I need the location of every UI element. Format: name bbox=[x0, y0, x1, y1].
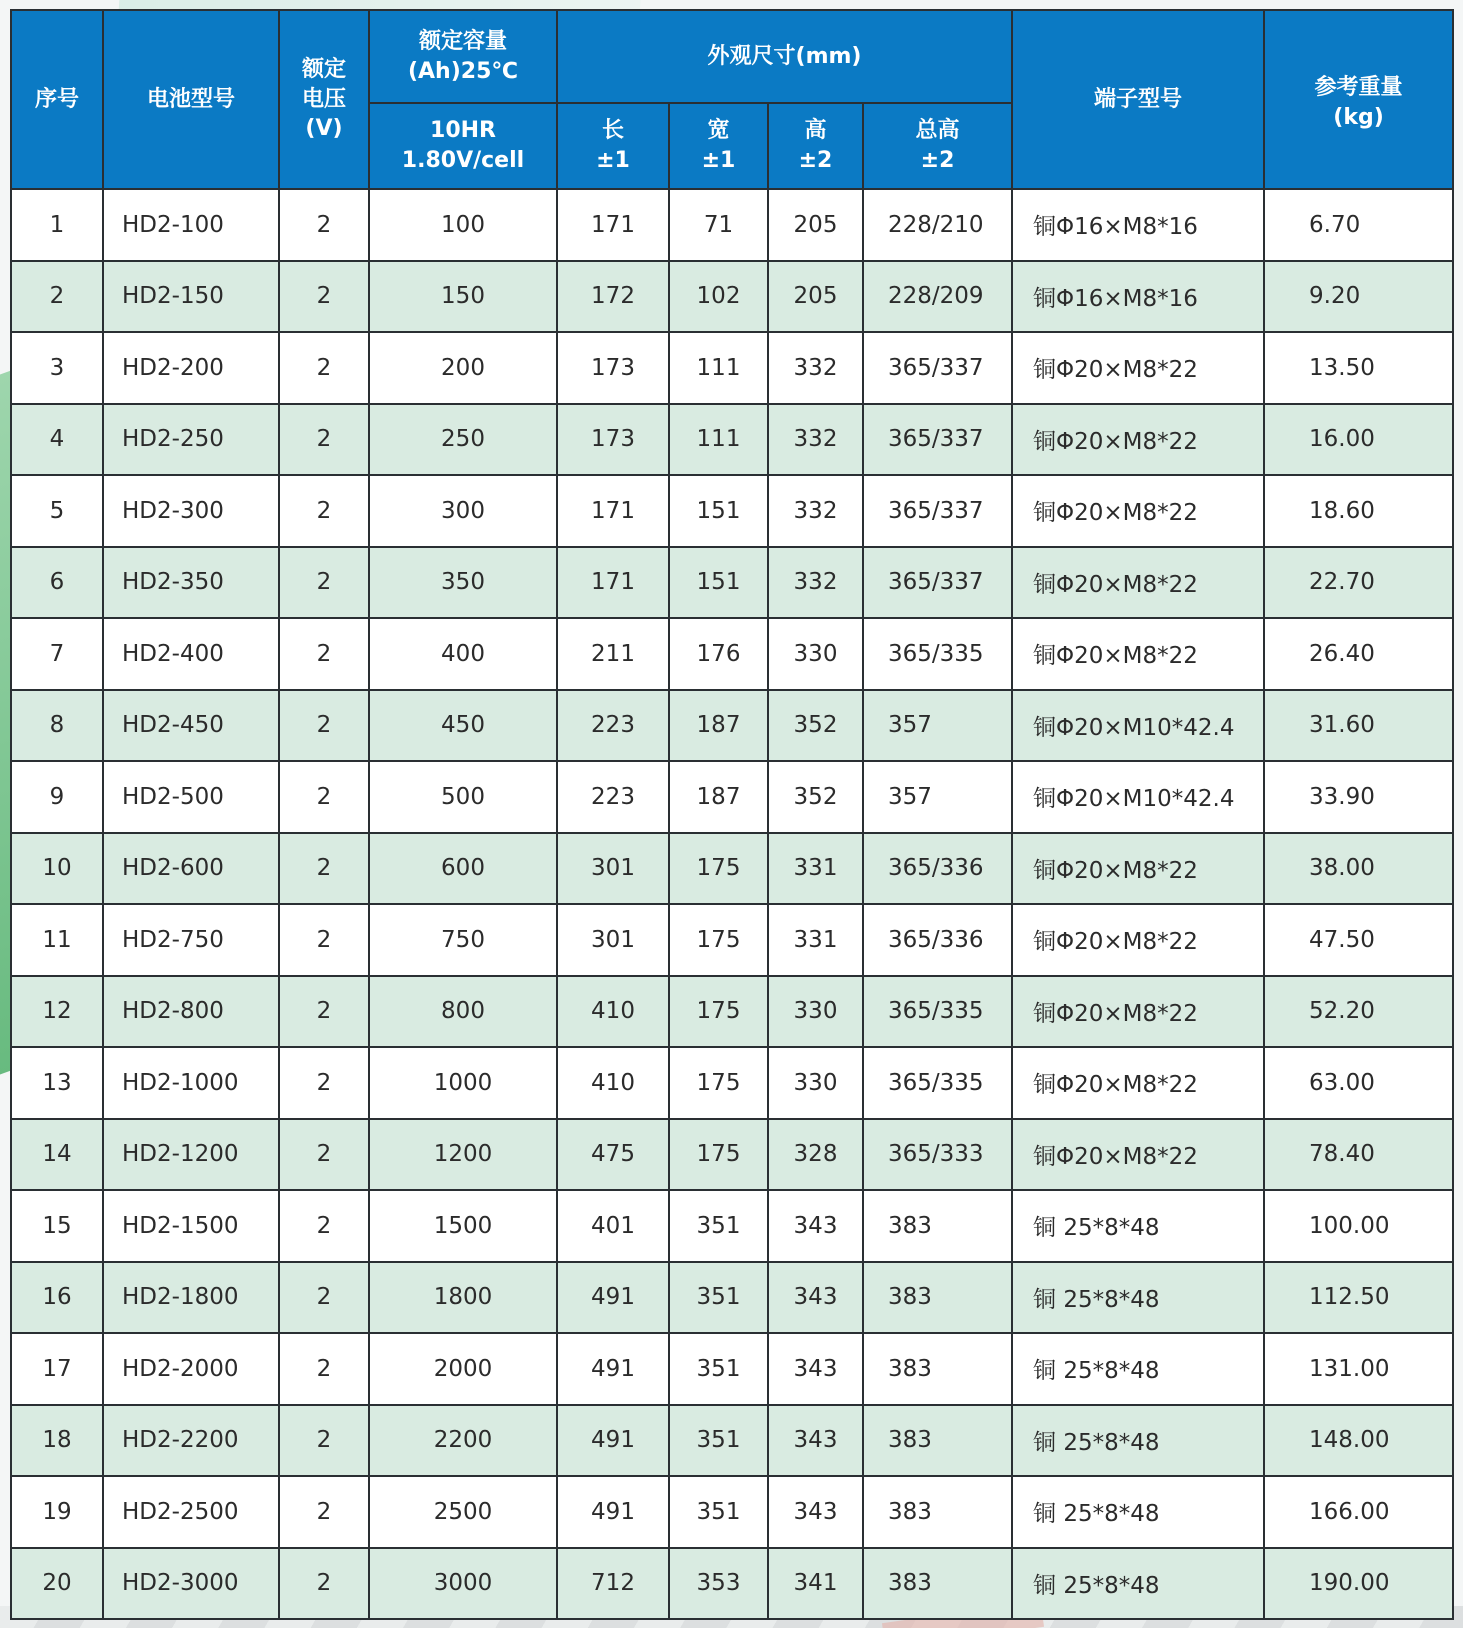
cell-width: 151 bbox=[669, 547, 768, 619]
cell-height: 328 bbox=[768, 1119, 863, 1191]
cell-total-height: 365/333 bbox=[863, 1119, 1012, 1191]
cell-total-height: 383 bbox=[863, 1405, 1012, 1477]
cell-voltage: 2 bbox=[279, 690, 369, 762]
cell-height: 343 bbox=[768, 1476, 863, 1548]
cell-weight: 52.20 bbox=[1264, 976, 1453, 1048]
cell-capacity: 3000 bbox=[369, 1548, 557, 1620]
cell-index: 13 bbox=[11, 1047, 103, 1119]
cell-voltage: 2 bbox=[279, 1190, 369, 1262]
header-width-line1: 宽 bbox=[707, 118, 730, 144]
cell-length: 301 bbox=[557, 833, 669, 905]
cell-weight: 166.00 bbox=[1264, 1476, 1453, 1548]
cell-capacity: 1000 bbox=[369, 1047, 557, 1119]
cell-total-height: 357 bbox=[863, 690, 1012, 762]
cell-model: HD2-2200 bbox=[103, 1405, 279, 1477]
cell-height: 331 bbox=[768, 833, 863, 905]
header-height-line2: ±2 bbox=[798, 148, 833, 173]
cell-height: 352 bbox=[768, 761, 863, 833]
cell-total-height: 228/210 bbox=[863, 189, 1012, 261]
cell-terminal: 铜 25*8*48 bbox=[1012, 1405, 1264, 1477]
header-index-label: 序号 bbox=[34, 86, 79, 112]
cell-weight: 190.00 bbox=[1264, 1548, 1453, 1620]
header-terminal bbox=[1012, 10, 1264, 189]
cell-model: HD2-2500 bbox=[103, 1476, 279, 1548]
cell-terminal: 铜Φ20×M8*22 bbox=[1012, 475, 1264, 547]
cell-voltage: 2 bbox=[279, 404, 369, 476]
cell-terminal: 铜Φ20×M8*22 bbox=[1012, 976, 1264, 1048]
cell-weight: 100.00 bbox=[1264, 1190, 1453, 1262]
cell-index: 4 bbox=[11, 404, 103, 476]
cell-total-height: 383 bbox=[863, 1548, 1012, 1620]
cell-capacity: 1500 bbox=[369, 1190, 557, 1262]
cell-total-height: 365/335 bbox=[863, 1047, 1012, 1119]
header-voltage-line2: 电压 bbox=[301, 86, 346, 112]
header-weight-line1: 参考重量 bbox=[1314, 75, 1403, 100]
header-width-line2: ±1 bbox=[701, 148, 736, 173]
cell-width: 187 bbox=[669, 690, 768, 762]
cell-weight: 26.40 bbox=[1264, 618, 1453, 690]
cell-total-height: 357 bbox=[863, 761, 1012, 833]
cell-index: 6 bbox=[11, 547, 103, 619]
cell-voltage: 2 bbox=[279, 1333, 369, 1405]
cell-capacity: 2200 bbox=[369, 1405, 557, 1477]
cell-capacity: 1800 bbox=[369, 1262, 557, 1334]
cell-width: 71 bbox=[669, 189, 768, 261]
cell-weight: 9.20 bbox=[1264, 261, 1453, 333]
cell-weight: 112.50 bbox=[1264, 1262, 1453, 1334]
cell-capacity: 400 bbox=[369, 618, 557, 690]
header-model bbox=[103, 10, 279, 189]
header-total-height bbox=[863, 103, 1012, 189]
cell-voltage: 2 bbox=[279, 1262, 369, 1334]
table-row bbox=[11, 475, 1453, 547]
cell-width: 351 bbox=[669, 1476, 768, 1548]
cell-model: HD2-400 bbox=[103, 618, 279, 690]
cell-terminal: 铜 25*8*48 bbox=[1012, 1262, 1264, 1334]
cell-model: HD2-1800 bbox=[103, 1262, 279, 1334]
cell-width: 102 bbox=[669, 261, 768, 333]
header-length-line2: ±1 bbox=[596, 148, 630, 173]
cell-width: 111 bbox=[669, 404, 768, 476]
cell-model: HD2-800 bbox=[103, 976, 279, 1048]
cell-terminal: 铜Φ20×M8*22 bbox=[1012, 833, 1264, 905]
cell-voltage: 2 bbox=[279, 547, 369, 619]
cell-voltage: 2 bbox=[279, 1476, 369, 1548]
cell-length: 475 bbox=[557, 1119, 669, 1191]
cell-length: 171 bbox=[557, 547, 669, 619]
cell-index: 8 bbox=[11, 690, 103, 762]
cell-width: 187 bbox=[669, 761, 768, 833]
cell-index: 5 bbox=[11, 475, 103, 547]
cell-model: HD2-200 bbox=[103, 332, 279, 404]
header-height bbox=[768, 103, 863, 189]
cell-terminal: 铜 25*8*48 bbox=[1012, 1548, 1264, 1620]
table-row bbox=[11, 1476, 1453, 1548]
cell-length: 223 bbox=[557, 690, 669, 762]
table-row bbox=[11, 690, 1453, 762]
cell-length: 491 bbox=[557, 1405, 669, 1477]
cell-voltage: 2 bbox=[279, 976, 369, 1048]
cell-length: 223 bbox=[557, 761, 669, 833]
cell-index: 15 bbox=[11, 1190, 103, 1262]
battery-spec-table bbox=[10, 9, 1454, 1620]
cell-terminal: 铜Φ20×M8*22 bbox=[1012, 618, 1264, 690]
cell-terminal: 铜Φ20×M10*42.4 bbox=[1012, 761, 1264, 833]
cell-weight: 6.70 bbox=[1264, 189, 1453, 261]
table-row bbox=[11, 904, 1453, 976]
header-voltage-line1: 额定 bbox=[301, 56, 346, 82]
cell-length: 171 bbox=[557, 475, 669, 547]
cell-height: 330 bbox=[768, 618, 863, 690]
cell-width: 351 bbox=[669, 1333, 768, 1405]
header-dimensions bbox=[557, 10, 1012, 103]
cell-voltage: 2 bbox=[279, 1405, 369, 1477]
cell-voltage: 2 bbox=[279, 833, 369, 905]
header-length bbox=[557, 103, 669, 189]
header-total-height-line1: 总高 bbox=[915, 118, 960, 144]
cell-weight: 22.70 bbox=[1264, 547, 1453, 619]
cell-model: HD2-1000 bbox=[103, 1047, 279, 1119]
cell-width: 175 bbox=[669, 1047, 768, 1119]
cell-capacity: 600 bbox=[369, 833, 557, 905]
cell-terminal: 铜 25*8*48 bbox=[1012, 1190, 1264, 1262]
cell-total-height: 383 bbox=[863, 1190, 1012, 1262]
cell-voltage: 2 bbox=[279, 261, 369, 333]
cell-terminal: 铜Φ20×M10*42.4 bbox=[1012, 690, 1264, 762]
cell-total-height: 365/337 bbox=[863, 547, 1012, 619]
cell-voltage: 2 bbox=[279, 1047, 369, 1119]
cell-index: 20 bbox=[11, 1548, 103, 1620]
cell-weight: 38.00 bbox=[1264, 833, 1453, 905]
cell-width: 175 bbox=[669, 904, 768, 976]
cell-capacity: 500 bbox=[369, 761, 557, 833]
cell-capacity: 250 bbox=[369, 404, 557, 476]
cell-total-height: 365/336 bbox=[863, 904, 1012, 976]
table-row bbox=[11, 261, 1453, 333]
cell-weight: 18.60 bbox=[1264, 475, 1453, 547]
cell-model: HD2-250 bbox=[103, 404, 279, 476]
cell-capacity: 100 bbox=[369, 189, 557, 261]
cell-height: 332 bbox=[768, 404, 863, 476]
cell-terminal: 铜Φ20×M8*22 bbox=[1012, 332, 1264, 404]
cell-weight: 131.00 bbox=[1264, 1333, 1453, 1405]
header-capacity-sub-line1: 10HR bbox=[430, 118, 496, 144]
header-capacity-sub-line2: 1.80V/cell bbox=[401, 148, 525, 173]
table-body bbox=[11, 189, 1453, 1619]
cell-total-height: 383 bbox=[863, 1476, 1012, 1548]
cell-weight: 47.50 bbox=[1264, 904, 1453, 976]
cell-width: 175 bbox=[669, 833, 768, 905]
cell-weight: 63.00 bbox=[1264, 1047, 1453, 1119]
cell-total-height: 383 bbox=[863, 1262, 1012, 1334]
cell-weight: 33.90 bbox=[1264, 761, 1453, 833]
cell-terminal: 铜 25*8*48 bbox=[1012, 1476, 1264, 1548]
cell-voltage: 2 bbox=[279, 189, 369, 261]
table-row bbox=[11, 404, 1453, 476]
cell-total-height: 365/335 bbox=[863, 618, 1012, 690]
cell-model: HD2-500 bbox=[103, 761, 279, 833]
cell-model: HD2-3000 bbox=[103, 1548, 279, 1620]
cell-length: 401 bbox=[557, 1190, 669, 1262]
cell-model: HD2-750 bbox=[103, 904, 279, 976]
cell-length: 491 bbox=[557, 1476, 669, 1548]
cell-index: 19 bbox=[11, 1476, 103, 1548]
header-capacity-line1: 额定容量 bbox=[418, 28, 507, 54]
header-weight-line2: (kg) bbox=[1333, 104, 1384, 130]
cell-index: 17 bbox=[11, 1333, 103, 1405]
cell-index: 2 bbox=[11, 261, 103, 333]
cell-length: 410 bbox=[557, 976, 669, 1048]
cell-height: 205 bbox=[768, 261, 863, 333]
cell-height: 330 bbox=[768, 976, 863, 1048]
cell-voltage: 2 bbox=[279, 1548, 369, 1620]
cell-width: 351 bbox=[669, 1405, 768, 1477]
cell-total-height: 228/209 bbox=[863, 261, 1012, 333]
cell-capacity: 800 bbox=[369, 976, 557, 1048]
cell-voltage: 2 bbox=[279, 904, 369, 976]
cell-voltage: 2 bbox=[279, 332, 369, 404]
table-row bbox=[11, 976, 1453, 1048]
cell-index: 7 bbox=[11, 618, 103, 690]
table-row bbox=[11, 547, 1453, 619]
table-row bbox=[11, 1333, 1453, 1405]
cell-capacity: 200 bbox=[369, 332, 557, 404]
table-row bbox=[11, 618, 1453, 690]
cell-index: 12 bbox=[11, 976, 103, 1048]
header-voltage-line3: (V) bbox=[305, 116, 343, 142]
cell-width: 111 bbox=[669, 332, 768, 404]
cell-weight: 31.60 bbox=[1264, 690, 1453, 762]
cell-model: HD2-2000 bbox=[103, 1333, 279, 1405]
cell-length: 171 bbox=[557, 189, 669, 261]
cell-voltage: 2 bbox=[279, 1119, 369, 1191]
table-row bbox=[11, 1405, 1453, 1477]
cell-width: 351 bbox=[669, 1190, 768, 1262]
cell-weight: 13.50 bbox=[1264, 332, 1453, 404]
cell-length: 173 bbox=[557, 404, 669, 476]
cell-height: 343 bbox=[768, 1262, 863, 1334]
cell-capacity: 450 bbox=[369, 690, 557, 762]
cell-voltage: 2 bbox=[279, 475, 369, 547]
cell-terminal: 铜Φ20×M8*22 bbox=[1012, 904, 1264, 976]
cell-capacity: 150 bbox=[369, 261, 557, 333]
cell-width: 176 bbox=[669, 618, 768, 690]
cell-model: HD2-100 bbox=[103, 189, 279, 261]
cell-total-height: 365/337 bbox=[863, 475, 1012, 547]
cell-terminal: 铜Φ16×M8*16 bbox=[1012, 189, 1264, 261]
cell-voltage: 2 bbox=[279, 761, 369, 833]
cell-length: 712 bbox=[557, 1548, 669, 1620]
header-dimensions-label: 外观尺寸(mm) bbox=[707, 43, 862, 69]
cell-total-height: 365/337 bbox=[863, 332, 1012, 404]
cell-length: 491 bbox=[557, 1262, 669, 1334]
cell-height: 332 bbox=[768, 332, 863, 404]
cell-length: 211 bbox=[557, 618, 669, 690]
cell-index: 14 bbox=[11, 1119, 103, 1191]
cell-height: 331 bbox=[768, 904, 863, 976]
cell-index: 3 bbox=[11, 332, 103, 404]
cell-terminal: 铜Φ20×M8*22 bbox=[1012, 1047, 1264, 1119]
cell-length: 172 bbox=[557, 261, 669, 333]
header-capacity-sub bbox=[369, 103, 557, 189]
cell-total-height: 365/335 bbox=[863, 976, 1012, 1048]
cell-model: HD2-1500 bbox=[103, 1190, 279, 1262]
cell-height: 332 bbox=[768, 547, 863, 619]
cell-voltage: 2 bbox=[279, 618, 369, 690]
cell-model: HD2-350 bbox=[103, 547, 279, 619]
cell-height: 205 bbox=[768, 189, 863, 261]
table-row bbox=[11, 833, 1453, 905]
cell-total-height: 365/336 bbox=[863, 833, 1012, 905]
header-capacity-line2: (Ah)25℃ bbox=[407, 58, 519, 84]
cell-index: 9 bbox=[11, 761, 103, 833]
cell-terminal: 铜Φ20×M8*22 bbox=[1012, 404, 1264, 476]
header-capacity bbox=[369, 10, 557, 103]
cell-height: 343 bbox=[768, 1405, 863, 1477]
cell-height: 343 bbox=[768, 1333, 863, 1405]
cell-total-height: 383 bbox=[863, 1333, 1012, 1405]
cell-model: HD2-600 bbox=[103, 833, 279, 905]
cell-width: 351 bbox=[669, 1262, 768, 1334]
cell-height: 332 bbox=[768, 475, 863, 547]
cell-capacity: 750 bbox=[369, 904, 557, 976]
cell-length: 173 bbox=[557, 332, 669, 404]
cell-total-height: 365/337 bbox=[863, 404, 1012, 476]
table-row bbox=[11, 1190, 1453, 1262]
table-row bbox=[11, 1047, 1453, 1119]
cell-width: 353 bbox=[669, 1548, 768, 1620]
table-row bbox=[11, 332, 1453, 404]
cell-height: 343 bbox=[768, 1190, 863, 1262]
header-length-line1: 长 bbox=[601, 118, 624, 144]
header-terminal-label: 端子型号 bbox=[1094, 86, 1183, 112]
cell-length: 301 bbox=[557, 904, 669, 976]
header-model-label: 电池型号 bbox=[146, 86, 235, 112]
header-height-line1: 高 bbox=[804, 118, 827, 144]
cell-terminal: 铜Φ16×M8*16 bbox=[1012, 261, 1264, 333]
cell-terminal: 铜Φ20×M8*22 bbox=[1012, 547, 1264, 619]
table-row bbox=[11, 761, 1453, 833]
cell-height: 352 bbox=[768, 690, 863, 762]
cell-model: HD2-300 bbox=[103, 475, 279, 547]
cell-capacity: 2000 bbox=[369, 1333, 557, 1405]
cell-index: 11 bbox=[11, 904, 103, 976]
cell-width: 175 bbox=[669, 976, 768, 1048]
cell-model: HD2-450 bbox=[103, 690, 279, 762]
cell-terminal: 铜Φ20×M8*22 bbox=[1012, 1119, 1264, 1191]
cell-index: 18 bbox=[11, 1405, 103, 1477]
cell-height: 330 bbox=[768, 1047, 863, 1119]
cell-index: 16 bbox=[11, 1262, 103, 1334]
header-weight bbox=[1264, 10, 1453, 189]
cell-model: HD2-1200 bbox=[103, 1119, 279, 1191]
table-row bbox=[11, 189, 1453, 261]
cell-model: HD2-150 bbox=[103, 261, 279, 333]
cell-index: 1 bbox=[11, 189, 103, 261]
cell-weight: 16.00 bbox=[1264, 404, 1453, 476]
cell-capacity: 300 bbox=[369, 475, 557, 547]
cell-weight: 78.40 bbox=[1264, 1119, 1453, 1191]
table-row bbox=[11, 1262, 1453, 1334]
cell-index: 10 bbox=[11, 833, 103, 905]
cell-capacity: 2500 bbox=[369, 1476, 557, 1548]
header-index bbox=[11, 10, 103, 189]
cell-capacity: 350 bbox=[369, 547, 557, 619]
cell-length: 491 bbox=[557, 1333, 669, 1405]
header-voltage bbox=[279, 10, 369, 189]
header-width bbox=[669, 103, 768, 189]
cell-width: 151 bbox=[669, 475, 768, 547]
cell-length: 410 bbox=[557, 1047, 669, 1119]
cell-terminal: 铜 25*8*48 bbox=[1012, 1333, 1264, 1405]
cell-width: 175 bbox=[669, 1119, 768, 1191]
cell-height: 341 bbox=[768, 1548, 863, 1620]
table-row bbox=[11, 1119, 1453, 1191]
cell-weight: 148.00 bbox=[1264, 1405, 1453, 1477]
cell-capacity: 1200 bbox=[369, 1119, 557, 1191]
header-total-height-line2: ±2 bbox=[920, 148, 955, 173]
table-row bbox=[11, 1548, 1453, 1620]
